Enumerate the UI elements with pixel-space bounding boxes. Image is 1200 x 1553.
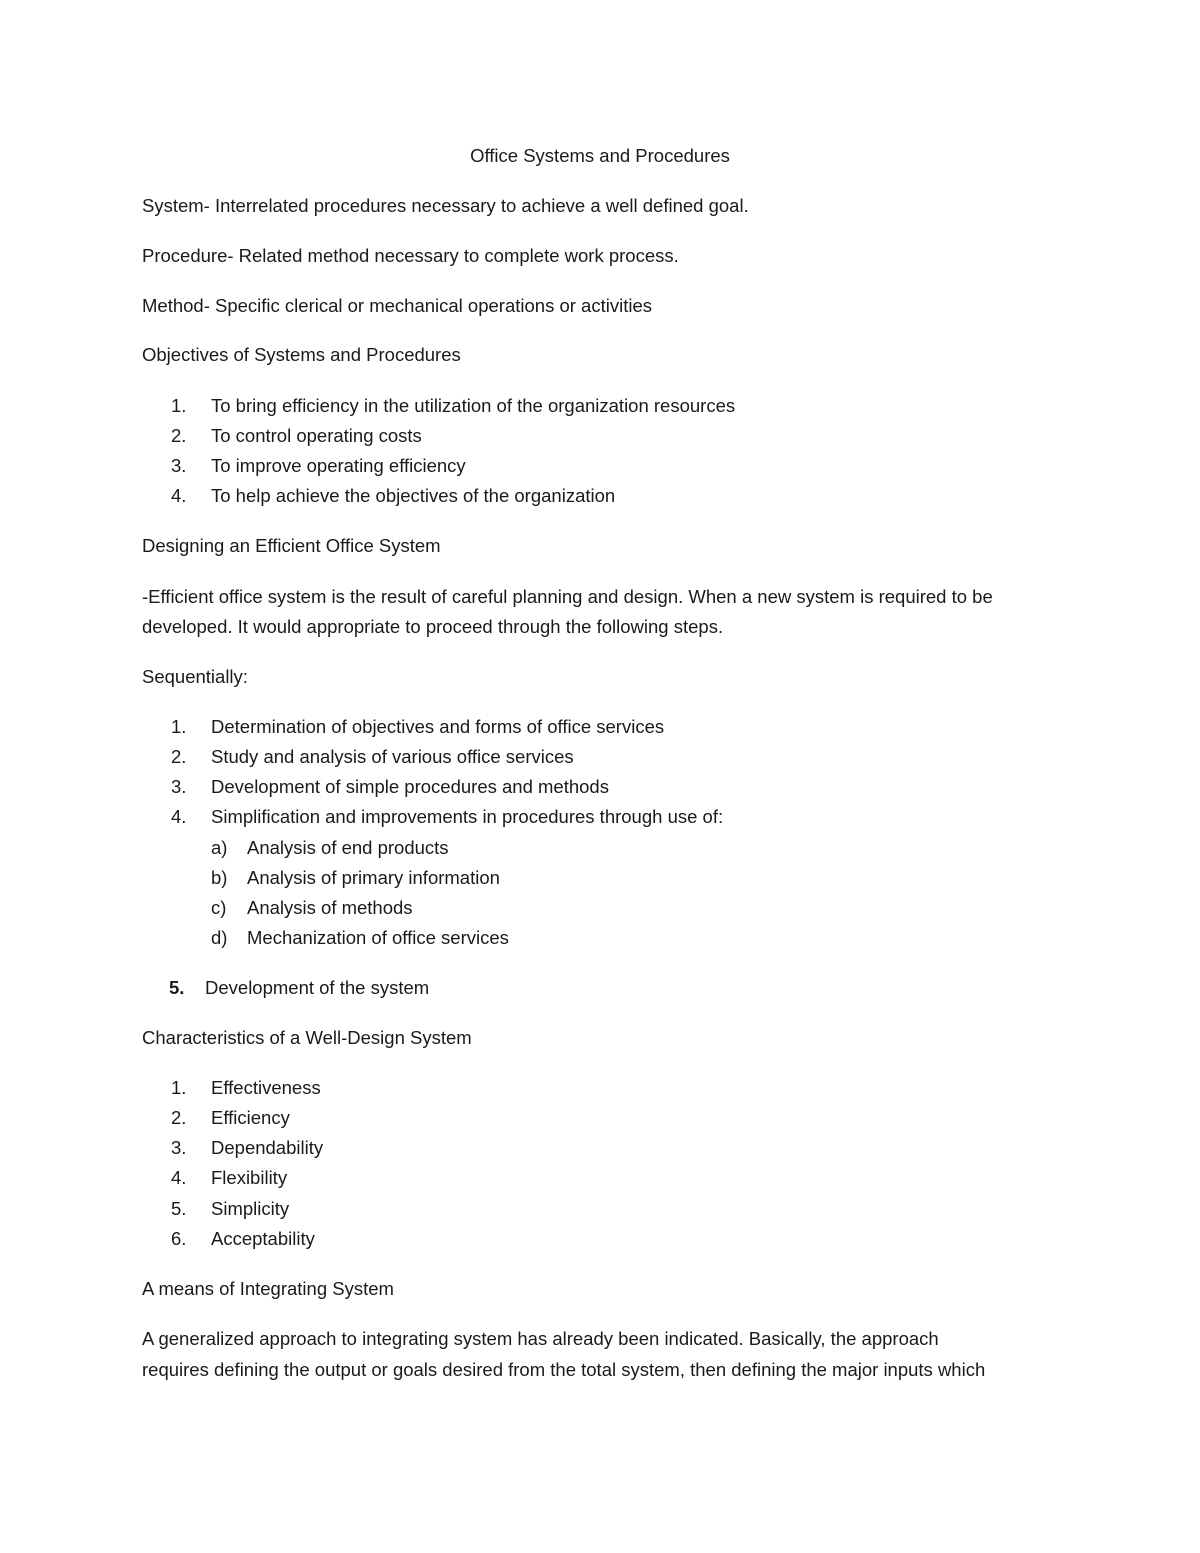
list-item: Flexibility bbox=[211, 1167, 288, 1188]
definition-procedure: Procedure- Related method necessary to complete work process. bbox=[142, 245, 679, 266]
designing-paragraph-line2: developed. It would appropriate to proceed through the following steps. bbox=[142, 616, 724, 637]
list-number: 1. bbox=[171, 395, 187, 416]
list-item: Study and analysis of various office services bbox=[211, 746, 574, 767]
sublist-letter: c) bbox=[211, 897, 227, 918]
list-item: To control operating costs bbox=[211, 425, 422, 446]
list-number: 6. bbox=[171, 1228, 187, 1249]
integrating-heading: A means of Integrating System bbox=[142, 1278, 394, 1299]
objectives-heading: Objectives of Systems and Procedures bbox=[142, 344, 461, 365]
list-number: 2. bbox=[171, 746, 187, 767]
list-item: Determination of objectives and forms of office services bbox=[211, 716, 665, 737]
list-item: Effectiveness bbox=[211, 1077, 321, 1098]
sublist-item: Analysis of methods bbox=[247, 897, 413, 918]
list-number: 4. bbox=[171, 485, 187, 506]
list-number: 4. bbox=[171, 806, 187, 827]
list-number: 3. bbox=[171, 1137, 187, 1158]
sequentially-label: Sequentially: bbox=[142, 666, 248, 687]
list-item: Simplification and improvements in procedures through use of: bbox=[211, 806, 724, 827]
sublist-item: Analysis of primary information bbox=[247, 867, 500, 888]
list-number: 3. bbox=[171, 455, 187, 476]
list-number: 2. bbox=[171, 425, 187, 446]
definition-system: System- Interrelated procedures necessary to achieve a well defined goal. bbox=[142, 195, 749, 216]
list-item: To help achieve the objectives of the organization bbox=[211, 485, 616, 506]
sublist-item: Analysis of end products bbox=[247, 837, 449, 858]
list-number: 5. bbox=[169, 977, 185, 998]
page-title: Office Systems and Procedures bbox=[470, 145, 730, 166]
definition-method: Method- Specific clerical or mechanical operations or activities bbox=[142, 295, 652, 316]
integrating-paragraph-line1: A generalized approach to integrating system has already been indicated. Basically, the approach bbox=[142, 1328, 939, 1349]
list-item: Development of simple procedures and methods bbox=[211, 776, 609, 797]
list-number: 4. bbox=[171, 1167, 187, 1188]
sublist-letter: d) bbox=[211, 927, 228, 948]
designing-paragraph-line1: -Efficient office system is the result of careful planning and design. When a new system is required to be bbox=[142, 586, 993, 607]
list-number: 1. bbox=[171, 716, 187, 737]
list-item: Dependability bbox=[211, 1137, 324, 1158]
sublist-item: Mechanization of office services bbox=[247, 927, 509, 948]
list-number: 5. bbox=[171, 1198, 187, 1219]
sublist-letter: a) bbox=[211, 837, 228, 858]
list-item: Development of the system bbox=[205, 977, 430, 998]
list-item: Acceptability bbox=[211, 1228, 315, 1249]
list-item: To improve operating efficiency bbox=[211, 455, 466, 476]
designing-heading: Designing an Efficient Office System bbox=[142, 535, 441, 556]
list-item: To bring efficiency in the utilization of the organization resources bbox=[211, 395, 736, 416]
list-number: 2. bbox=[171, 1107, 187, 1128]
list-number: 1. bbox=[171, 1077, 187, 1098]
list-item: Efficiency bbox=[211, 1107, 290, 1128]
list-item: Simplicity bbox=[211, 1198, 290, 1219]
sublist-letter: b) bbox=[211, 867, 228, 888]
characteristics-heading: Characteristics of a Well-Design System bbox=[142, 1027, 472, 1048]
integrating-paragraph-line2: requires defining the output or goals desired from the total system, then defining the major inputs which bbox=[142, 1359, 986, 1380]
list-number: 3. bbox=[171, 776, 187, 797]
